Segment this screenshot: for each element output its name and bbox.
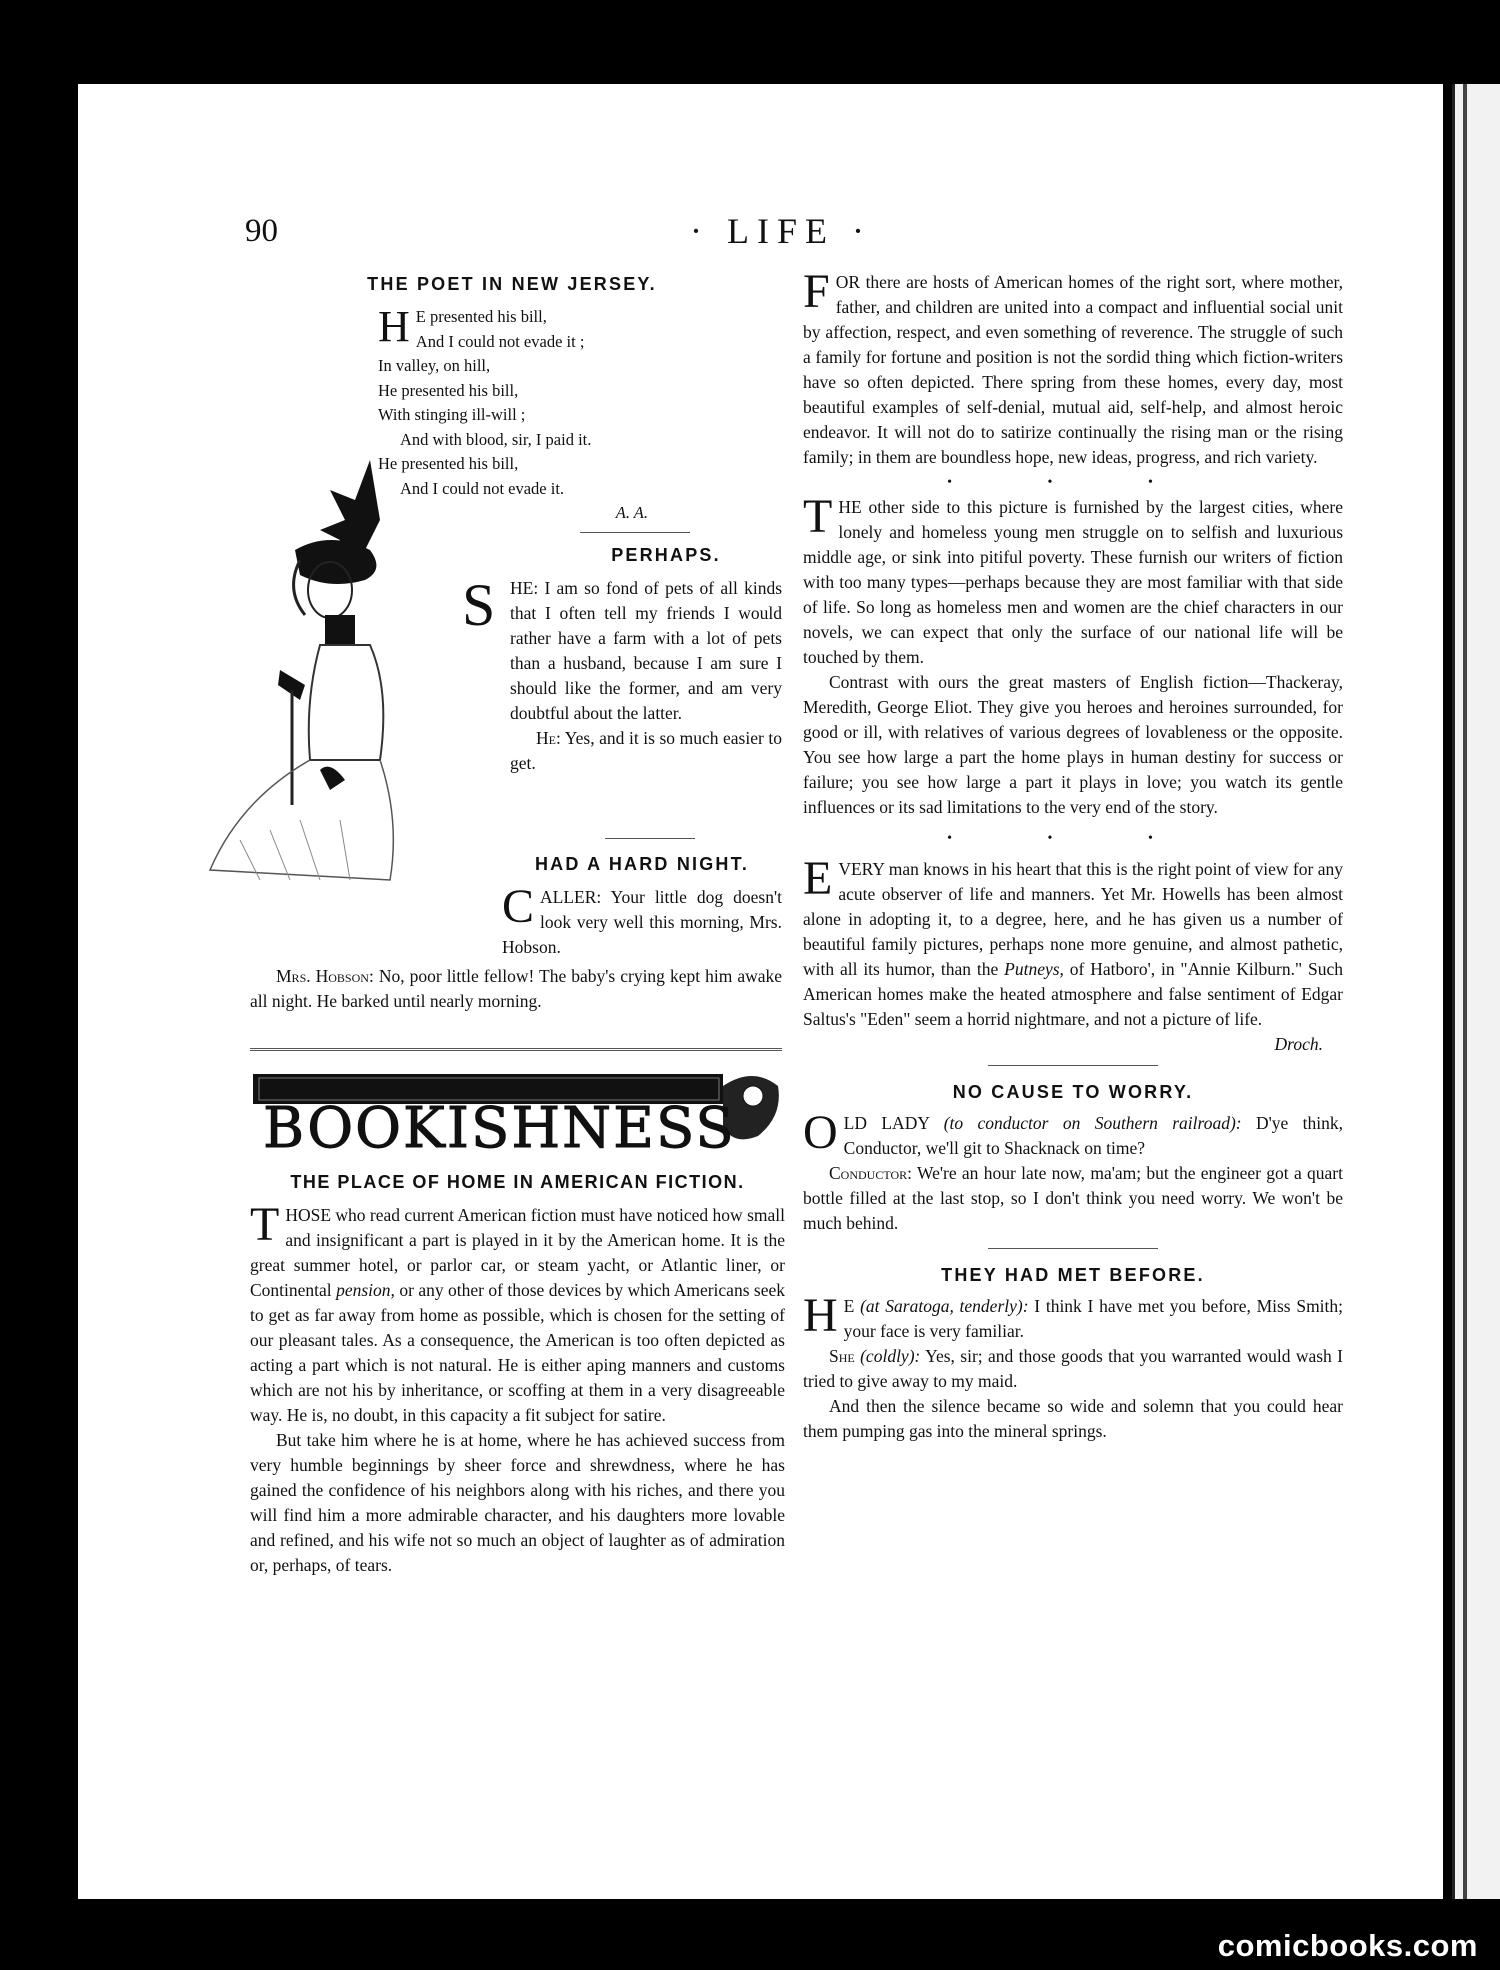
perhaps-drop-cap: S [462, 572, 496, 638]
no-cause-lady-italic: (to conductor on Southern railroad): [943, 1113, 1242, 1133]
met-he-a: E [843, 1296, 855, 1316]
place-drop-cap: T [250, 1198, 280, 1251]
hobson-label: Mrs. Hobson: [276, 966, 374, 986]
conductor-label: Conductor: [829, 1163, 912, 1183]
right-p2: HE other side to this picture is furnished by the largest cities, where lonely and homeless young men struggle on to selfish and luxurious middle age, or sink into pitiful poverty. These furnish our writers of fiction with too many types—perhaps because they are most familiar with that side of life. So long as homeless men and women are the chief characters in our novels, we can expect that only the surface of our national life will be touched by them. [803, 497, 1343, 667]
hobson-text: No, poor little fellow! The baby's crying kept him awake all night. He barked until nearly morning. [250, 966, 783, 1011]
hard-night-caller-text: ALLER: Your little dog doesn't look very well this morning, Mrs. Hobson. [502, 887, 782, 957]
conductor-text: We're an hour late now, ma'am; but the engineer got a quart bottle filled at the last stop, so I don't think you need worry. We won't be much behind. [803, 1163, 1343, 1233]
poet-line-8: And I could not evade it. [400, 478, 565, 498]
next-page-edge [1452, 84, 1500, 1899]
hard-night-title: HAD A HARD NIGHT. [534, 854, 750, 874]
divider [988, 1065, 1158, 1066]
met-before-drop-cap: H [803, 1289, 838, 1342]
poet-line-4: He presented his bill, [378, 380, 519, 400]
met-before-title: THEY HAD MET BEFORE. [941, 1265, 1205, 1285]
no-cause-drop-cap: O [803, 1106, 838, 1159]
perhaps-he-text: Yes, and it is so much easier to get. [510, 728, 782, 773]
perhaps-he-label: He: [536, 728, 561, 748]
perhaps-she-label: HE: [510, 578, 539, 598]
right-p3: Contrast with ours the great masters of English fiction—Thackeray, Meredith, George Eliot. They give you heroes and heroines surrounded, for good or ill, with relatives of various degrees of lovableness or the opposite. You see how large a part the home plays in human destiny for success or failure; you see how large a part it plays in love; you watch its gentle influences or its sad limitations to the very end of the story. [803, 672, 1343, 817]
place-of-home-title: THE PLACE OF HOME IN AMERICAN FICTION. [290, 1172, 745, 1192]
poet-line-7: He presented his bill, [378, 454, 519, 473]
right-p4-b: of Hatboro', in "Annie Kilburn." Such American homes make the heated atmosphere and false sentiment of Edgar Saltus's "Eden" seem a horrid nightmare, and not a picture of life. [803, 959, 1344, 1029]
poet-drop-cap: H [378, 302, 410, 351]
section-divider [250, 1048, 782, 1051]
met-she-label: She [829, 1346, 855, 1366]
bookishness-ornament [253, 1066, 783, 1166]
right-drop-cap-2: T [803, 490, 833, 543]
masthead: · LIFE · [690, 211, 872, 251]
divider [988, 1248, 1158, 1249]
hard-night-section [502, 852, 782, 960]
place-p1-a: HOSE who read current American fiction must have noticed how small and insignificant a part is played in it by the American home. It is the great summer hotel, or parlor car, or steam yacht, or Atlantic liner, or Continental [250, 1205, 785, 1300]
right-drop-cap-3: E [803, 852, 833, 905]
poet-line-5: With stinging ill-will ; [378, 405, 526, 424]
poet-signature: A. A. [615, 503, 648, 522]
poet-verse [378, 302, 678, 526]
place-of-home-section [250, 1170, 785, 1578]
no-cause-lady-a: LD LADY [843, 1113, 930, 1133]
place-p1-b: or any other of those devices by which Americans seek to get as far away from home as possible, which is chosen for the setting of our pleasant tales. As a consequence, the American is too often depicted as acting a part which is not natural. He is either aping manners and customs which are not his by inheritance, or scoffing at them in a very disagreeable way. He is, no doubt, in this capacity a fit subject for satire. [250, 1280, 786, 1425]
right-p4-italic: Putneys, [1004, 959, 1064, 979]
perhaps-title: PERHAPS. [611, 545, 721, 565]
watermark: comicbooks.com [1217, 1928, 1478, 1963]
no-cause-title: NO CAUSE TO WORRY. [952, 1082, 1194, 1102]
met-he-b: I think I have met you before, Miss Smith; your face is very familiar. [843, 1296, 1344, 1341]
divider [580, 532, 690, 533]
hard-night-drop-cap: C [502, 880, 535, 933]
perhaps-section [470, 543, 782, 776]
right-column [803, 265, 1344, 1444]
poet-line-3: In valley, on hill, [378, 356, 491, 375]
met-she-italic: (coldly): [860, 1346, 921, 1366]
place-p2: But take him where he is at home, where he has achieved success from very humble beginnings by sheer force and shrewdness, where he has gained the confidence of his neighbors along with his riches, and there you will find him a more admirable character, and his daughters more lovable and refined, and his wife not so much an object of laughter as of admiration or, perhaps, of tears. [250, 1430, 785, 1575]
met-he-italic: (at Saratoga, tenderly): [860, 1296, 1029, 1316]
droch-signature: Droch. [1274, 1034, 1323, 1054]
page-number: 90 [245, 213, 278, 249]
hard-night-hobson [250, 964, 782, 1014]
perhaps-she-text: I am so fond of pets of all kinds that I often tell my friends I would rather have a farm with a lot of pets than a husband, because I am sure I should like the former, and am very doubtful about the latter. [510, 578, 783, 723]
poet-line-1: E presented his bill, [415, 307, 547, 326]
poet-section [322, 272, 702, 297]
poet-line-2: And I could not evade it ; [415, 331, 585, 351]
right-p1: OR there are hosts of American homes of the right sort, where mother, father, and children are united into a compact and influential social unit by affection, respect, and even something of reverence. The struggle of such a family for fortune and position is not the sordid thing which fiction-writers have so often depicted. There spring from these homes, every day, most beautiful examples of self-denial, mutual aid, self-help, and almost heroic endeavor. It will not do to satirize continually the rising man or the rising family; in them are boundless hope, new ideas, progress, and rich variety. [803, 272, 1343, 467]
met-closing: And then the silence became so wide and solemn that you could hear them pumping gas into the mineral springs. [803, 1396, 1343, 1441]
poet-title: THE POET IN NEW JERSEY. [367, 274, 657, 294]
no-cause-lady-b: D'ye think, Conductor, we'll git to Shacknack on time? [843, 1113, 1344, 1158]
right-drop-cap-1: F [803, 265, 830, 318]
poet-line-6: And with blood, sir, I paid it. [400, 429, 592, 449]
divider [605, 838, 695, 839]
place-p1-italic: pension, [336, 1280, 395, 1300]
separator-dots: • • • [947, 475, 1199, 490]
met-she-text: Yes, sir; and those goods that you warranted would wash I tried to give away to my maid. [803, 1346, 1344, 1391]
right-p4-a: VERY man knows in his heart that this is the right point of view for any acute observer of life and manners. Yet Mr. Howells has been almost alone in adopting it, to a degree, here, and he has given us a number of beautiful family pictures, perhaps none more genuine, and almost pathetic, with all its humor, than the [803, 859, 1343, 979]
separator-dots: • • • [947, 831, 1199, 846]
bookishness-text: BOOKISHNESS [263, 1096, 736, 1161]
